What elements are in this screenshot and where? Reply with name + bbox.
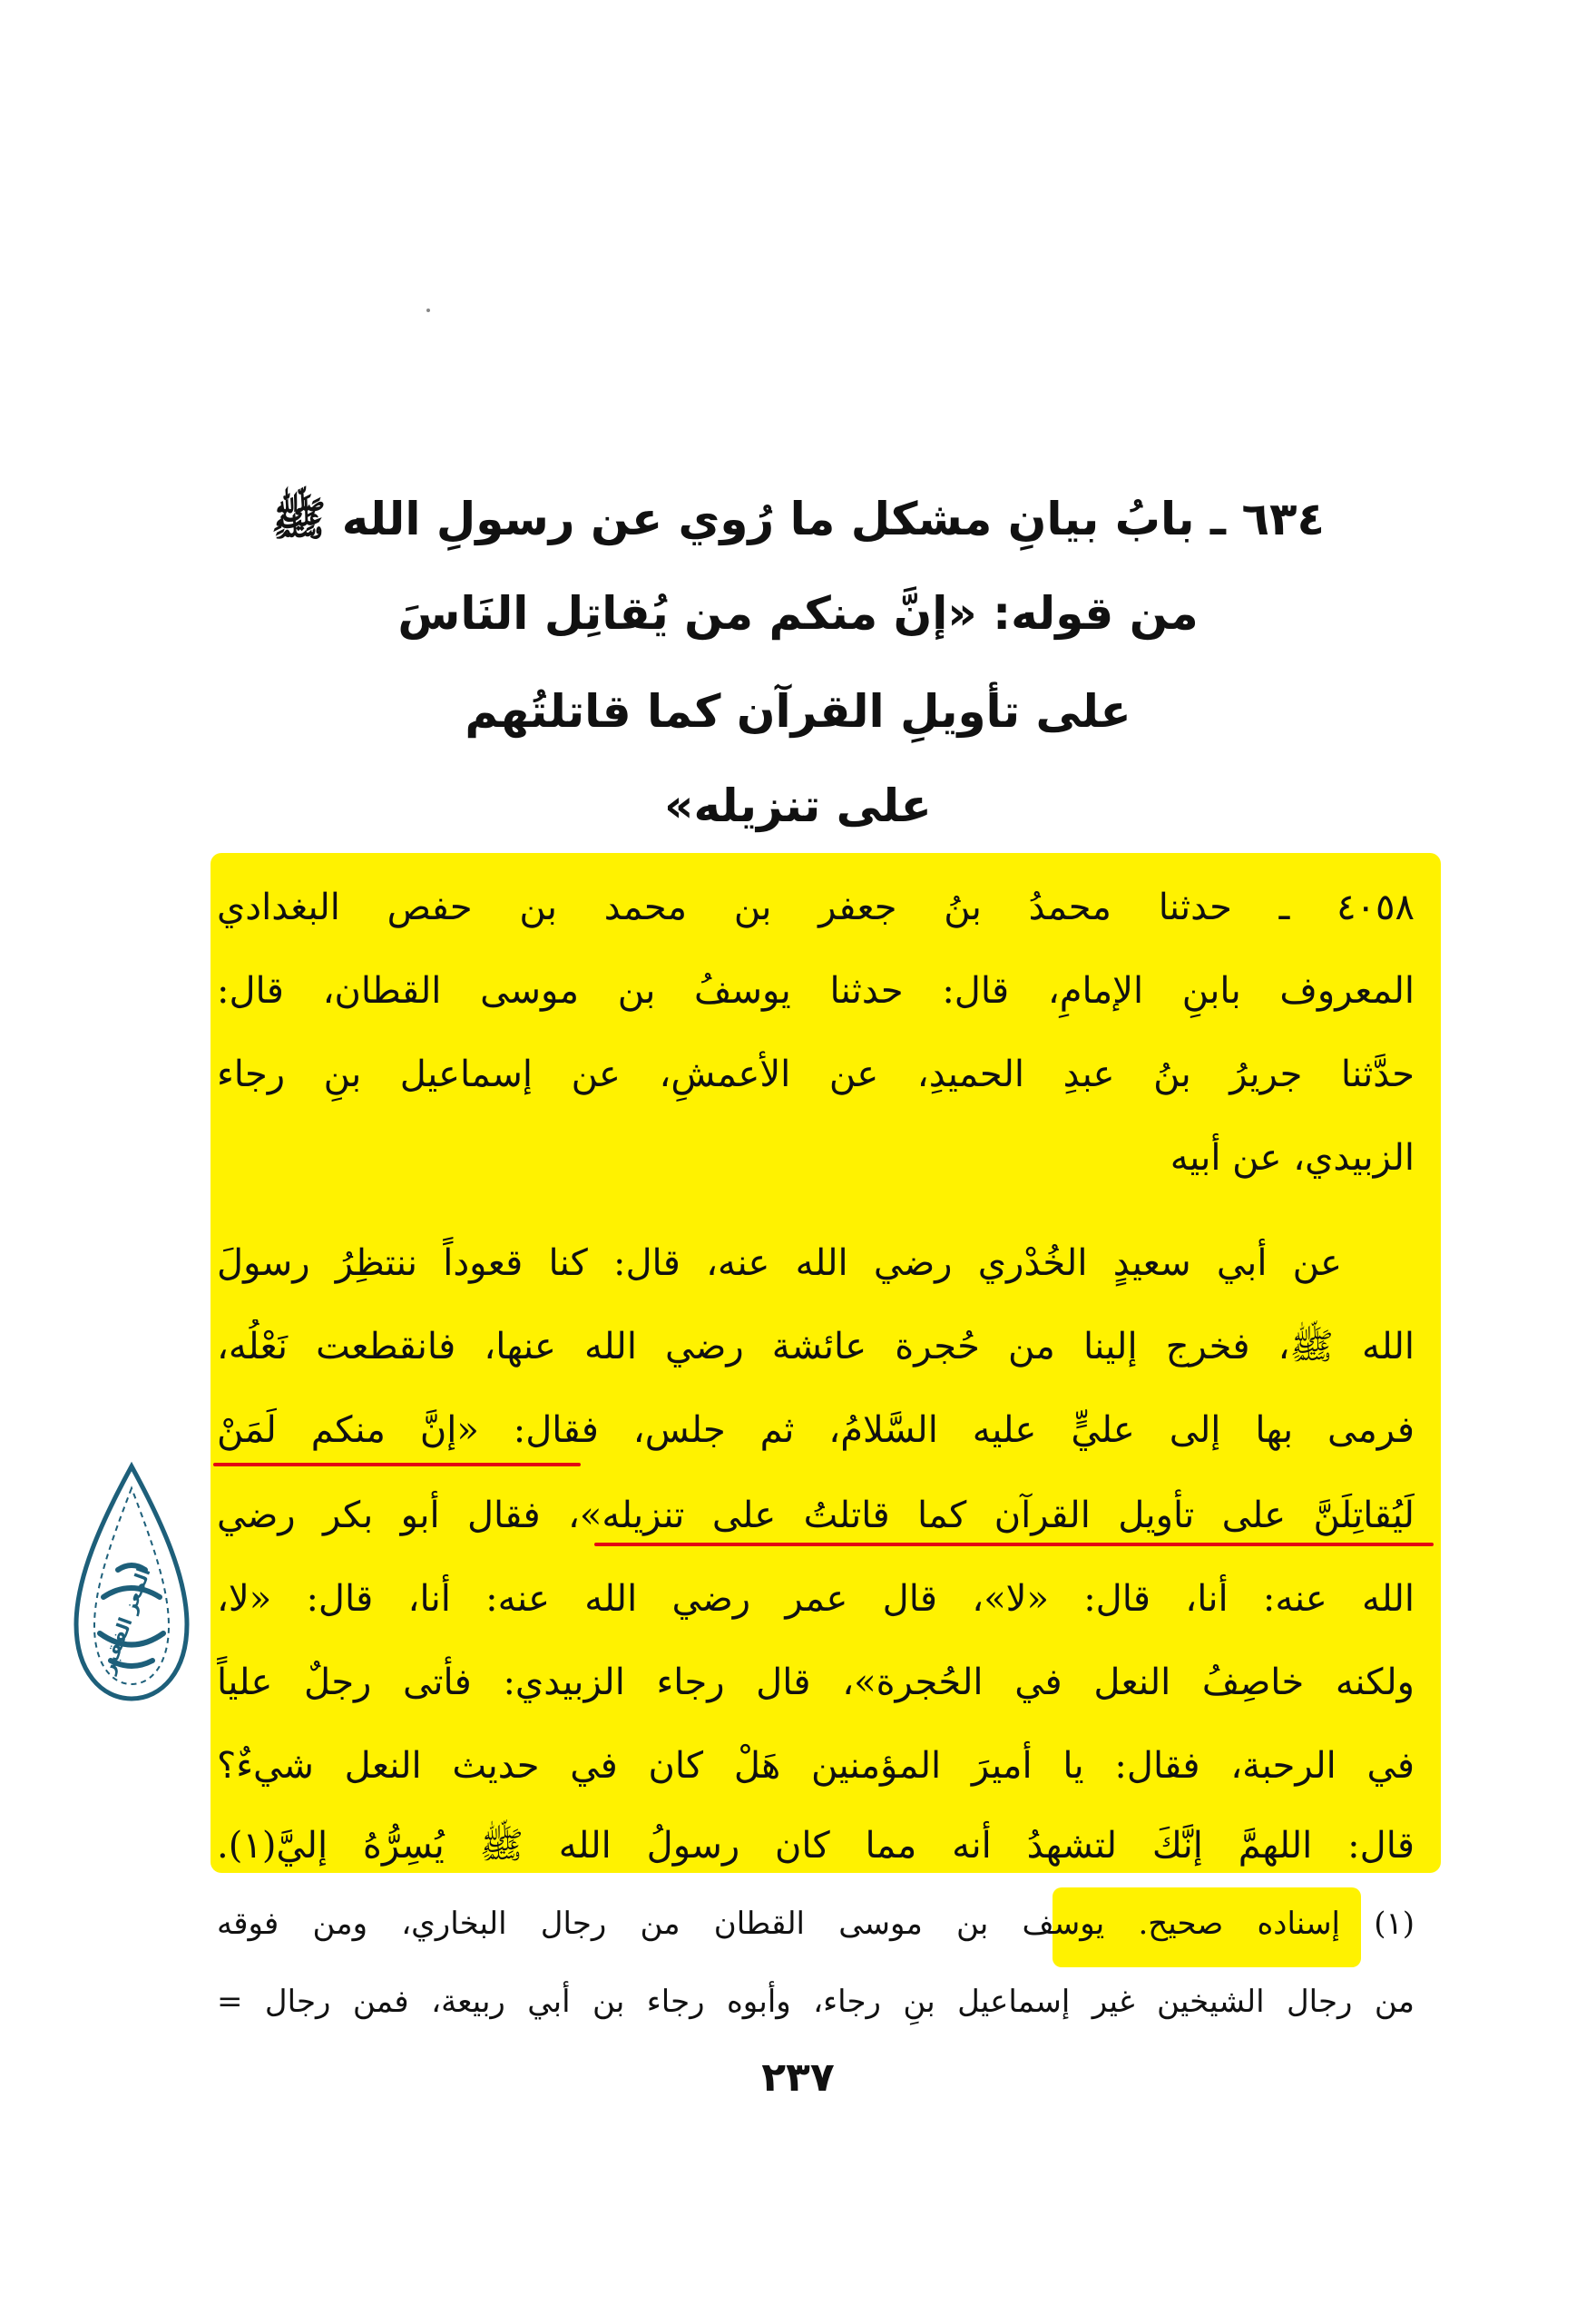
- hadith-line: عن أبي سعيدٍ الخُدْري رضي الله عنه، قال: كنا قعوداً ننتظِرُ رسولَ: [217, 1242, 1342, 1284]
- hadith-line: حدَّثنا جريرُ بنُ عبدِ الحميدِ، عن الأعمشِ، عن إسماعيل بنِ رجاء: [217, 1054, 1415, 1095]
- page-number: ٢٣٧: [761, 2054, 835, 2101]
- hadith-line: الله عنه: أنا، قال: «لا»، قال عمر رضي الله عنه: أنا، قال: «لا،: [217, 1578, 1415, 1620]
- chapter-title-line-3: على تأويلِ القرآن كما قاتلتُهم: [465, 685, 1131, 738]
- speck: [426, 309, 430, 312]
- chapter-title-line-2: من قوله: «إنَّ منكم من يُقاتِل النَاسَ: [397, 587, 1199, 640]
- hadith-line: ولكنه خاصِفُ النعل في الحُجرة»، قال رجاء الزبيدي: فأتى رجلٌ علياً: [217, 1661, 1415, 1703]
- footnote-line: (١) إسناده صحيح. يوسف بن موسى القطان من رجال البخاري، ومن فوقه: [217, 1906, 1415, 1942]
- hadith-line: ٤٠٥٨ ـ حدثنا محمدُ بنُ جعفر بن محمد بن حفص البغدادي: [217, 887, 1415, 928]
- hadith-line: قال: اللهمَّ إنَّكَ لتشهدُ أنه مما كان رسولُ الله ﷺ يُسِرُّهُ إليَّ(١).: [217, 1825, 1415, 1867]
- hadith-line: المعروف بابنِ الإمامِ، قال: حدثنا يوسفُ بن موسى القطان، قال:: [217, 970, 1415, 1012]
- chapter-title-line-4: على تنزيله»: [664, 779, 932, 832]
- hadith-line: الله ﷺ، فخرج إلينا من حُجرة عائشة رضي الله عنها، فانقطعت نَعْلُه،: [217, 1326, 1415, 1367]
- red-underline: [594, 1543, 1434, 1546]
- logo-text: المعز الفقير: [96, 1564, 155, 1677]
- hadith-line: الزبيدي، عن أبيه: [1170, 1137, 1415, 1179]
- hadith-line: فرمى بها إلى عليٍّ عليه السَّلامُ، ثم جلس، فقال: «إنَّ منكم لَمَنْ: [217, 1409, 1415, 1451]
- hadith-line: لَيُقاتِلَنَّ على تأويل القرآن كما قاتلتُ على تنزيله»، فقال أبو بكر رضي: [217, 1495, 1415, 1536]
- calligraphy-logo: [64, 1461, 200, 1706]
- red-underline: [213, 1463, 581, 1466]
- hadith-line: في الرحبة، فقال: يا أميرَ المؤمنين هَلْ كان في حديث النعل شيءٌ؟: [217, 1745, 1415, 1787]
- chapter-title-line-1: ٦٣٤ ـ بابُ بيانِ مشكل ما رُوي عن رسولِ الله ﷺ: [271, 493, 1325, 545]
- footnote-line: من رجال الشيخين غير إسماعيل بنِ رجاء، وأبوه رجاء بن أبي ربيعة، فمن رجال =: [217, 1984, 1415, 2020]
